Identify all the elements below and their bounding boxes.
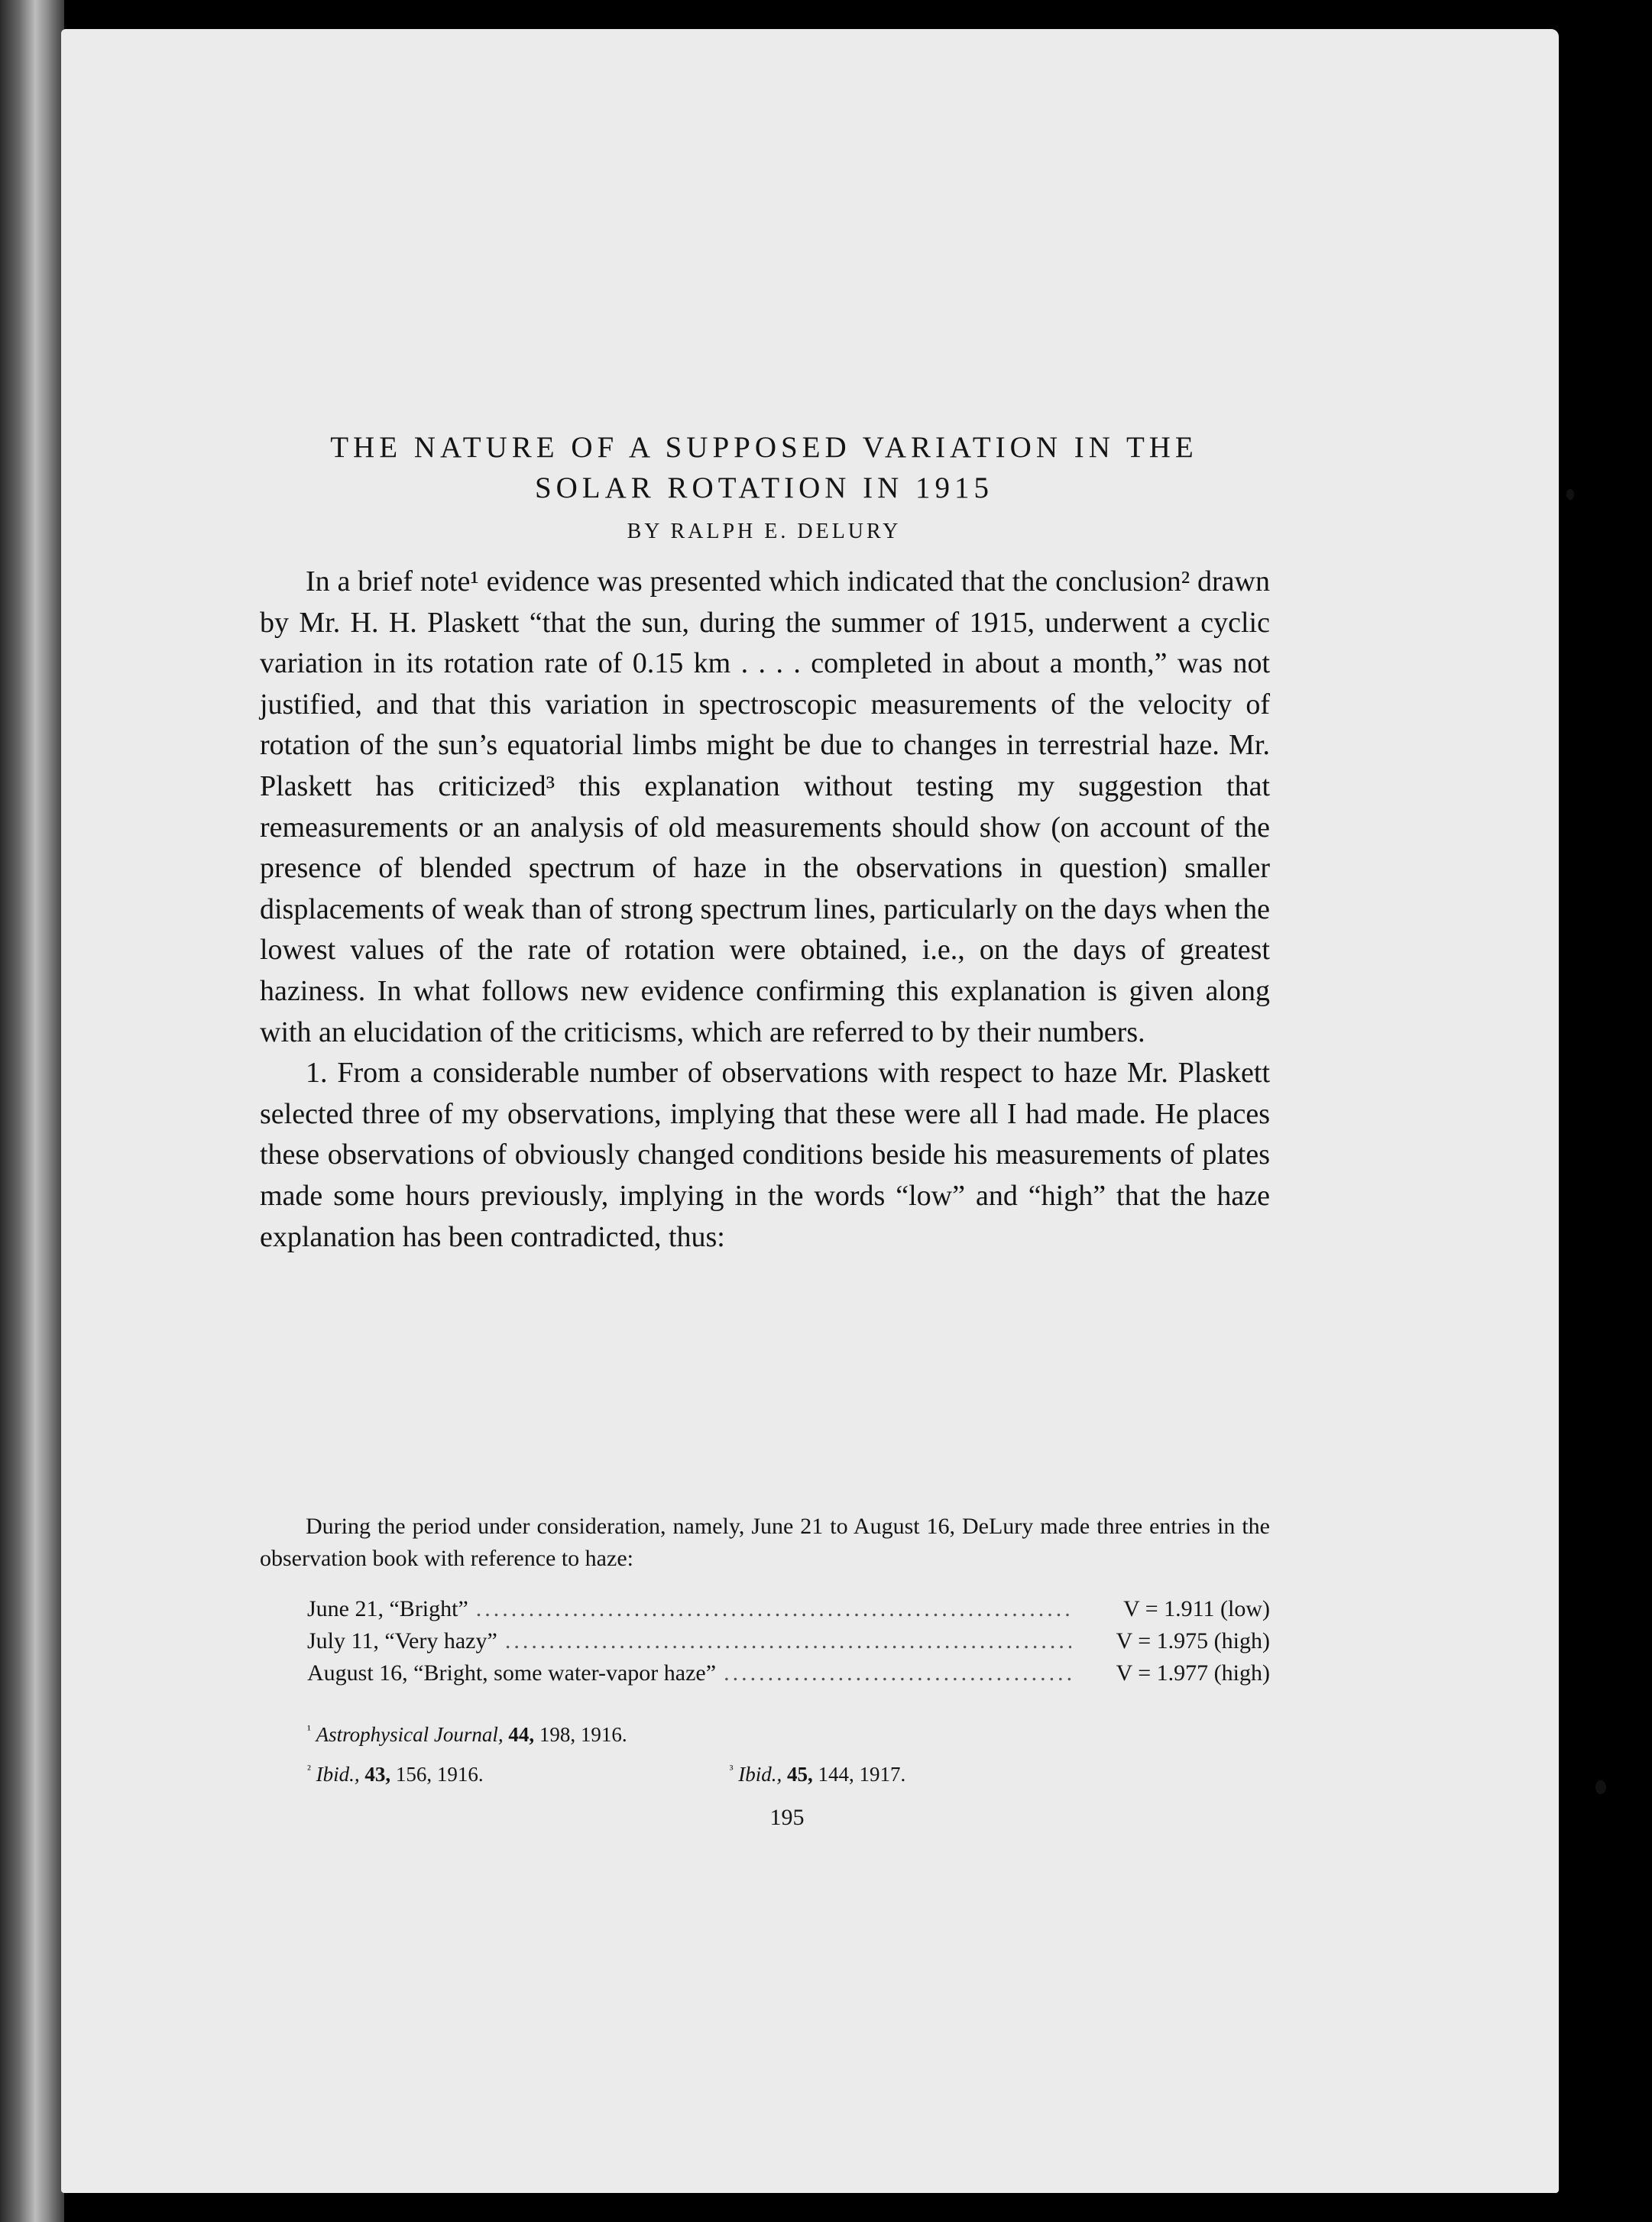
quote-intro: During the period under consideration, namely, June 21 to August 16, DeLury made three entries in the observation book with reference to haze: xyxy=(260,1514,1270,1571)
footnote-pages: 144, 1917. xyxy=(818,1763,906,1786)
footnote-source: Ibid., xyxy=(316,1763,360,1786)
haze-entries-list xyxy=(260,1593,1270,1689)
footnote-volume: 43, xyxy=(364,1763,391,1786)
entry-label: August 16, “Bright, some water-vapor haze” xyxy=(307,1660,717,1686)
footnote-mark: ³ xyxy=(729,1763,734,1777)
block-quote xyxy=(260,1511,1270,1689)
haze-entry xyxy=(260,1657,1270,1689)
article-title-line-2: SOLAR ROTATION IN 1915 xyxy=(534,471,994,504)
footnote-row xyxy=(260,1754,1270,1794)
footnote-pages: 198, 1916. xyxy=(539,1723,627,1746)
article-title-line-1: THE NATURE OF A SUPPOSED VARIATION IN THE xyxy=(330,431,1198,464)
entry-label: July 11, “Very hazy” xyxy=(307,1628,497,1654)
paragraph-point-1: 1. From a considerable number of observations with respect to haze Mr. Plaskett selected three of my observations, implying that these were all I had made. He places these observations of obviously changed conditions beside his measurements of plates made some hours previously, implying in the words “low” and “high” that the haze explanation has been contradicted, thus: xyxy=(260,1057,1270,1253)
leader-dots xyxy=(505,1625,1071,1657)
footnote-mark: ² xyxy=(307,1763,311,1777)
article-body xyxy=(260,562,1270,1258)
page-number: 195 xyxy=(769,1805,805,1830)
paragraph-intro: In a brief note¹ evidence was presented which indicated that the conclusion² drawn by Mr. H. H. Plaskett “that the sun, during the summer of 1915, underwent a cyclic variation in its rotation rate of 0.15 km . . . . completed in about a month,” was not justified, and that this variation in spectroscopic measurements of the velocity of rotation of the sun’s equatorial limbs might be due to changes in terrestrial haze. Mr. Plaskett has criticized³ this explanation without testing my suggestion that remeasurements or an analysis of old measurements should show (on account of the presence of blended spectrum of haze in the observations in question) smaller displacements of weak than of strong spectrum lines, particularly on the days when the lowest values of the rate of rotation were obtained, i.e., on the days of greatest haziness. In what follows new evidence confirming this explanation is given along with an elucidation of the criticisms, which are referred to by their numbers. xyxy=(260,565,1270,1048)
entry-value: V = 1.911 (low) xyxy=(1123,1596,1270,1621)
footnote-3 xyxy=(682,1754,906,1794)
entry-value: V = 1.975 (high) xyxy=(1116,1628,1270,1654)
scan-speck xyxy=(1566,489,1574,500)
article-byline: BY RALPH E. DELURY xyxy=(627,520,902,543)
footnote-2 xyxy=(260,1754,484,1794)
haze-entry xyxy=(260,1593,1270,1625)
footnotes xyxy=(260,1715,1270,1794)
scan-speck xyxy=(1595,1780,1606,1794)
footnote-volume: 45, xyxy=(786,1763,813,1786)
leader-dots xyxy=(476,1593,1071,1625)
footnote-mark: ¹ xyxy=(307,1723,311,1737)
footnote-pages: 156, 1916. xyxy=(395,1763,484,1786)
haze-entry xyxy=(260,1625,1270,1657)
entry-value: V = 1.977 (high) xyxy=(1116,1660,1270,1686)
footnote-1 xyxy=(260,1715,1270,1754)
book-spine xyxy=(0,0,64,2222)
footnote-source: Ibid., xyxy=(738,1763,782,1786)
leader-dots xyxy=(724,1657,1071,1689)
footnote-source: Astrophysical Journal, xyxy=(316,1723,504,1746)
entry-label: June 21, “Bright” xyxy=(307,1596,468,1621)
footnote-volume: 44, xyxy=(508,1723,535,1746)
